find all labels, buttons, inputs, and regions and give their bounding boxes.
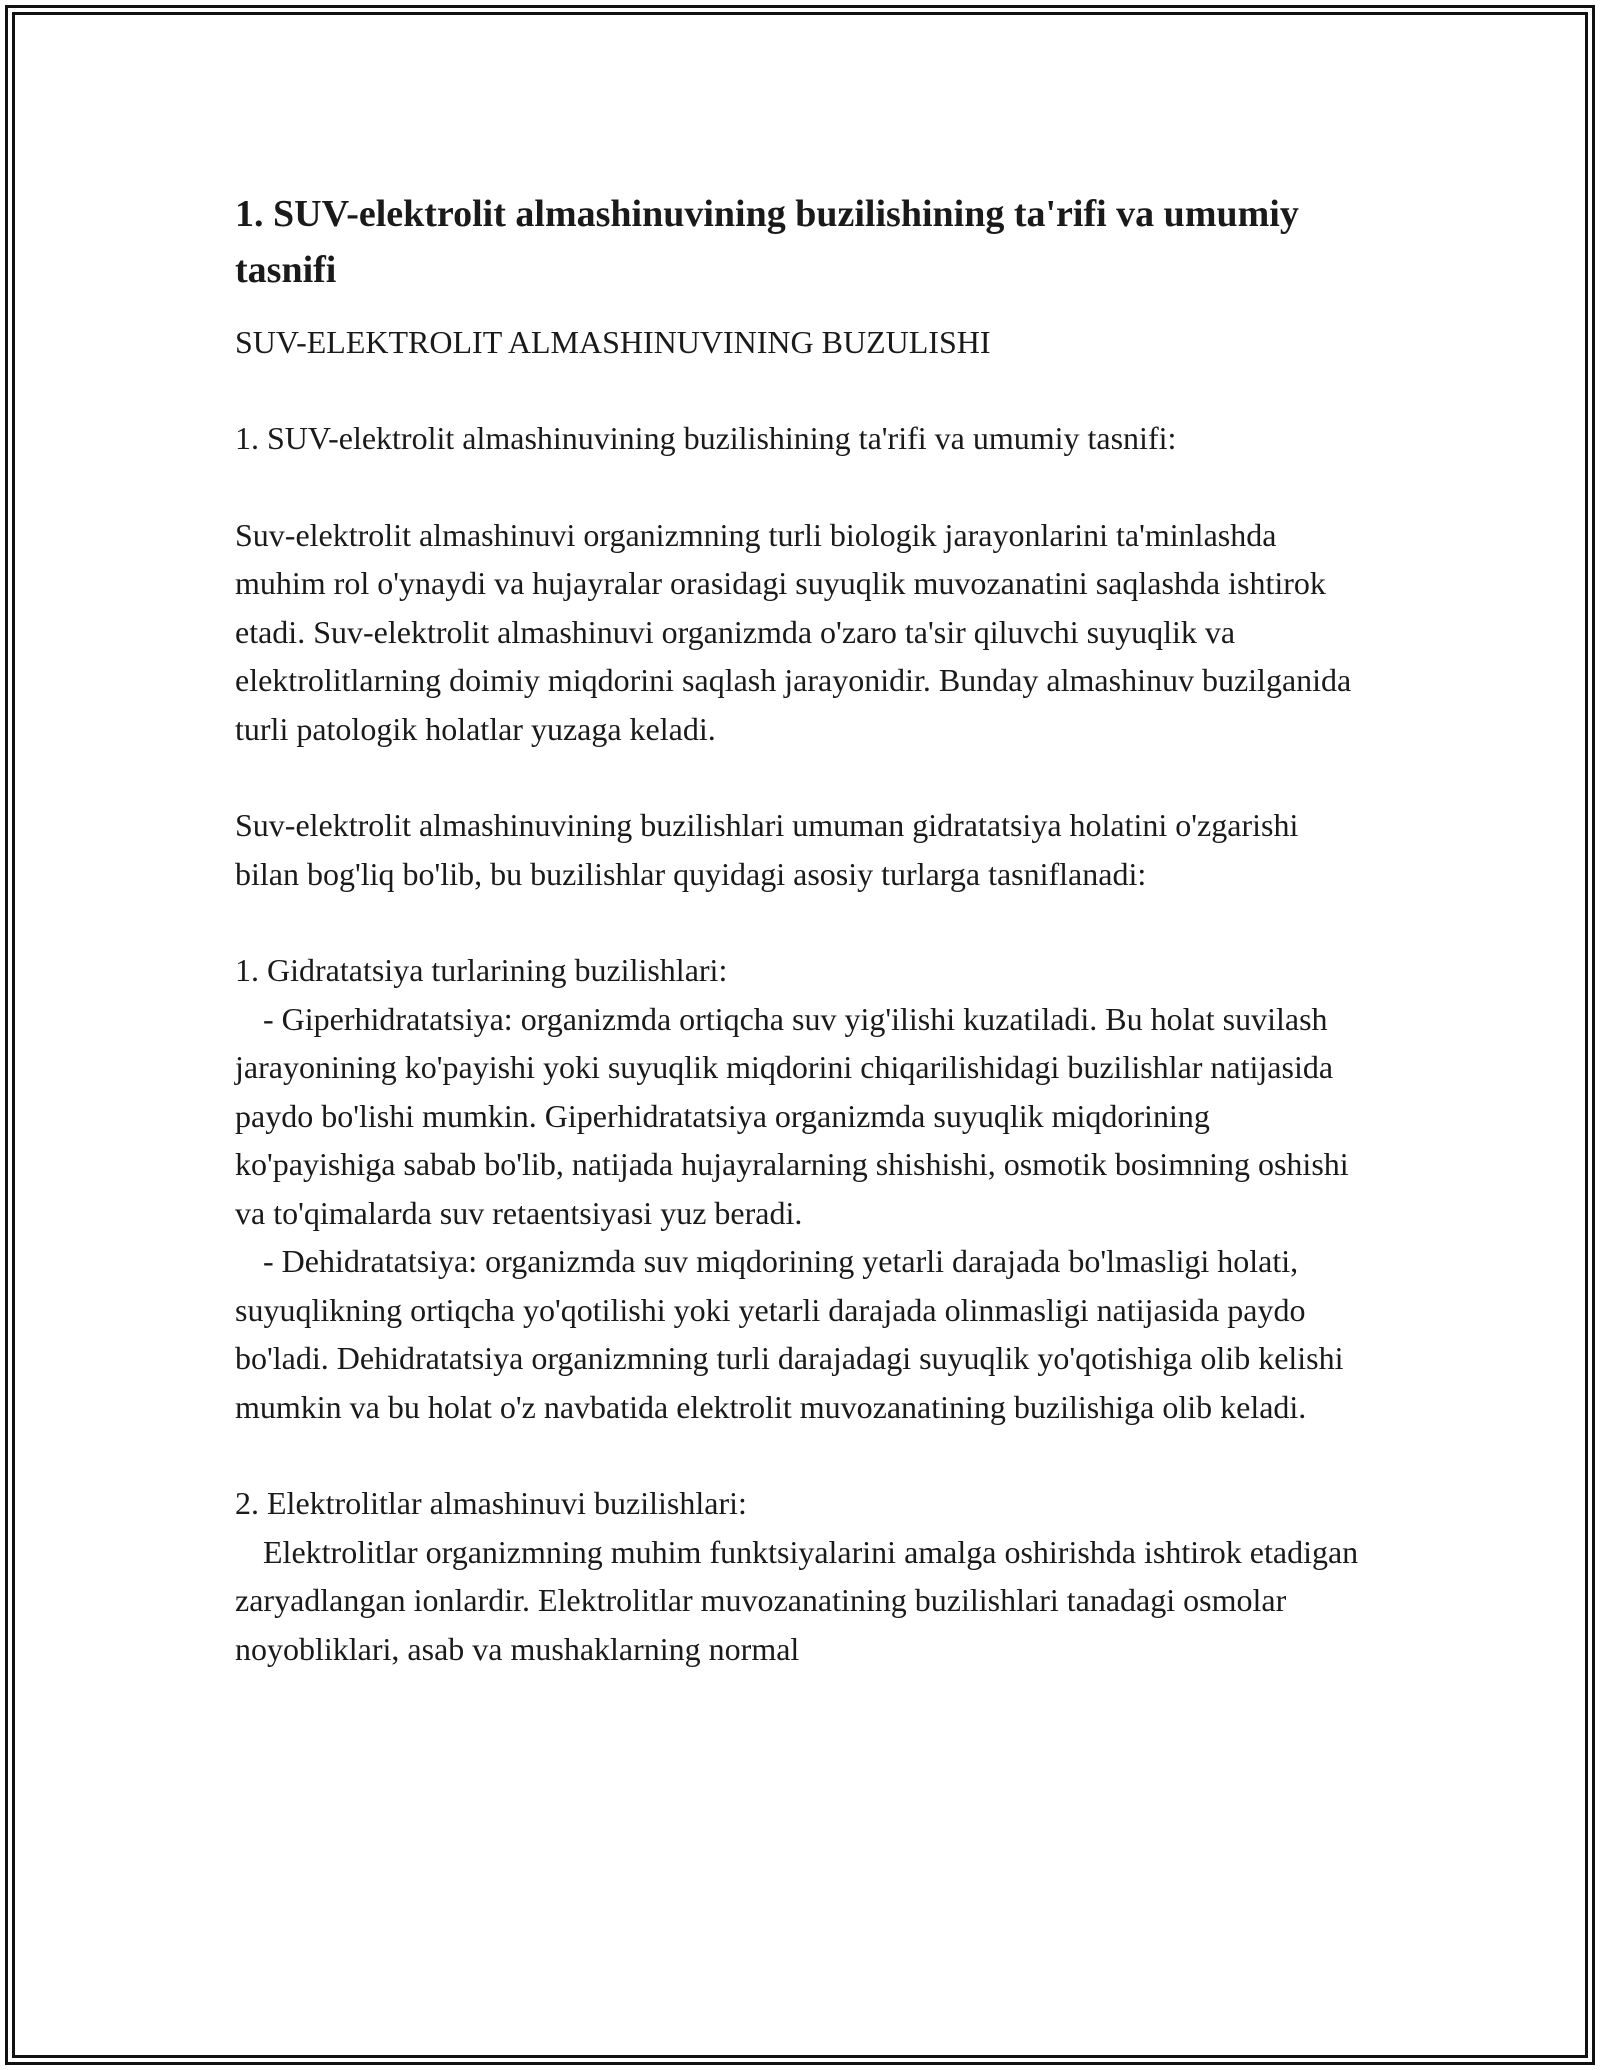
list-item-heading: 1. Gidratatsiya turlarining buzilishlari: <box>235 952 728 988</box>
section-heading: 1. SUV-elektrolit almashinuvining buzilishining ta'rifi va umumiy tasnifi: <box>235 420 1177 456</box>
list-subitem-dehydration: - Dehidratatsiya: organizmda suv miqdorining yetarli darajada bo'lmasligi holati, suyuqlikning ortiqcha yo'qotilishi yoki yetarli darajada olinmasligi natijasida paydo bo'ladi. Dehidratatsiya organizmning turli darajadagi suyuqlik yo'qotishiga olib kelishi mumkin va bu holat o'z navbatida elektrolit muvozanatining buzilishiga olib keladi. <box>235 1243 1344 1425</box>
list-item-heading: 2. Elektrolitlar almashinuvi buzilishlari: <box>235 1485 747 1521</box>
document-body <box>235 186 1370 1673</box>
document-title: 1. SUV-elektrolit almashinuvining buzilishining ta'rifi va umumiy tasnifi <box>235 193 1299 291</box>
list-item-text: Elektrolitlar organizmning muhim funktsiyalarini amalga oshirishda ishtirok etadigan zaryadlangan ionlardir. Elektrolitlar muvozanatining buzilishlari tanadagi osmolar noyobliklari, asab va mushaklarning normal <box>235 1533 1359 1667</box>
document-subtitle: SUV-ELEKTROLIT ALMASHINUVINING BUZULISHI <box>235 324 991 360</box>
paragraph-intro: Suv-elektrolit almashinuvi organizmning turli biologik jarayonlarini ta'minlashda muhim rol o'ynaydi va hujayralar orasidagi suyuqlik muvozanatini saqlashda ishtirok etadi. Suv-elektrolit almashinuvi organizmda o'zaro ta'sir qiluvchi suyuqlik va elektrolitlarning doimiy miqdorini saqlash jarayonidir. Bunday almashinuv buzilganida turli patologik holatlar yuzaga keladi. <box>235 516 1352 747</box>
list-item-hydration <box>235 946 1370 1431</box>
list-item-electrolytes <box>235 1479 1370 1673</box>
list-subitem-hyperhydration: - Giperhidratatsiya: organizmda ortiqcha suv yig'ilishi kuzatiladi. Bu holat suvilash jarayonining ko'payishi yoki suyuqlik miqdorini chiqarilishidagi buzilishlar natijasida paydo bo'lishi mumkin. Giperhidratatsiya organizmda suyuqlik miqdorining ko'payishiga sabab bo'lib, natijada hujayralarning shishishi, osmotik bosimning oshishi va to'qimalarda suv retaentsiyasi yuz beradi. <box>235 1000 1349 1231</box>
paragraph-classification: Suv-elektrolit almashinuvining buzilishlari umuman gidratatsiya holatini o'zgarishi bilan bog'liq bo'lib, bu buzilishlar quyidagi asosiy turlarga tasniflanadi: <box>235 807 1299 892</box>
